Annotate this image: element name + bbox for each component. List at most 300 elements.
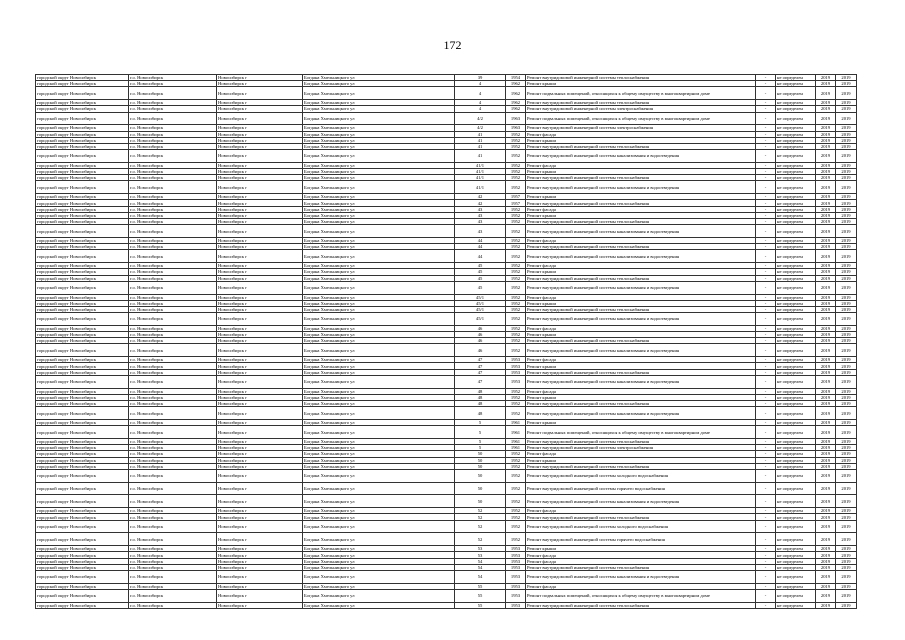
dash-cell: - [756,357,776,363]
end-year-cell: 2019 [836,237,857,243]
street-cell: Богдана Хмельницкого ул [303,363,455,369]
start-year-cell: 2019 [816,169,836,175]
status-cell: не определен [776,263,816,269]
street-cell: Богдана Хмельницкого ул [303,112,455,125]
work-type-cell: Ремонт крыши [526,332,756,338]
municipality-cell: г.о. Новосибирск [129,125,217,131]
locality-cell: Новосибирск г [217,294,303,300]
status-cell: не определен [776,363,816,369]
street-cell: Богдана Хмельницкого ул [303,438,455,444]
district-cell: городской округ Новосибирск [36,150,129,163]
locality-cell: Новосибирск г [217,457,303,463]
house-cell: 47 [455,363,506,369]
status-cell: не определен [776,451,816,457]
end-year-cell: 2019 [836,150,857,163]
municipality-cell: г.о. Новосибирск [129,457,217,463]
house-cell: 53 [455,552,506,558]
work-type-cell: Ремонт фасада [526,263,756,269]
street-cell: Богдана Хмельницкого ул [303,469,455,482]
street-cell: Богдана Хмельницкого ул [303,546,455,552]
district-cell: городской округ Новосибирск [36,75,129,81]
street-cell: Богдана Хмельницкого ул [303,125,455,131]
house-cell: 47 [455,357,506,363]
house-cell: 46 [455,338,506,344]
work-type-cell: Ремонт фасада [526,325,756,331]
start-year-cell: 2019 [816,564,836,570]
dash-cell: - [756,106,776,112]
year-cell: 1952 [506,263,526,269]
end-year-cell: 2019 [836,394,857,400]
table-row [36,375,857,388]
status-cell: не определен [776,137,816,143]
work-type-cell: Ремонт крыши [526,546,756,552]
district-cell: городской округ Новосибирск [36,225,129,238]
municipality-cell: г.о. Новосибирск [129,225,217,238]
municipality-cell: г.о. Новосибирск [129,100,217,106]
locality-cell: Новосибирск г [217,175,303,181]
locality-cell: Новосибирск г [217,162,303,168]
dash-cell: - [756,583,776,589]
locality-cell: Новосибирск г [217,426,303,439]
end-year-cell: 2019 [836,482,857,495]
municipality-cell: г.о. Новосибирск [129,508,217,514]
locality-cell: Новосибирск г [217,332,303,338]
end-year-cell: 2019 [836,469,857,482]
dash-cell: - [756,400,776,406]
street-cell: Богдана Хмельницкого ул [303,150,455,163]
district-cell: городской округ Новосибирск [36,375,129,388]
house-cell: 41/1 [455,162,506,168]
street-cell: Богдана Хмельницкого ул [303,520,455,533]
dash-cell: - [756,112,776,125]
house-cell: 4 [455,87,506,100]
dash-cell: - [756,131,776,137]
house-cell: 47 [455,369,506,375]
end-year-cell: 2019 [836,400,857,406]
status-cell: не определен [776,325,816,331]
dash-cell: - [756,150,776,163]
status-cell: не определен [776,602,816,608]
status-cell: не определен [776,175,816,181]
table-row [36,482,857,495]
municipality-cell: г.о. Новосибирск [129,237,217,243]
end-year-cell: 2019 [836,75,857,81]
house-cell: 45 [455,263,506,269]
dash-cell: - [756,419,776,425]
start-year-cell: 2019 [816,200,836,206]
locality-cell: Новосибирск г [217,445,303,451]
dash-cell: - [756,125,776,131]
end-year-cell: 2019 [836,194,857,200]
dash-cell: - [756,81,776,87]
start-year-cell: 2019 [816,495,836,508]
table-row [36,150,857,163]
municipality-cell: г.о. Новосибирск [129,306,217,312]
house-cell: 46 [455,332,506,338]
start-year-cell: 2019 [816,212,836,218]
status-cell: не определен [776,181,816,194]
locality-cell: Новосибирск г [217,219,303,225]
municipality-cell: г.о. Новосибирск [129,131,217,137]
end-year-cell: 2019 [836,602,857,608]
work-type-cell: Ремонт крыши [526,363,756,369]
street-cell: Богдана Хмельницкого ул [303,508,455,514]
house-cell: 41 [455,143,506,149]
start-year-cell: 2019 [816,445,836,451]
municipality-cell: г.о. Новосибирск [129,313,217,326]
year-cell: 1953 [506,369,526,375]
house-cell: 42 [455,200,506,206]
end-year-cell: 2019 [836,426,857,439]
work-type-cell: Ремонт внутридомовой инженерной системы канализования и водоотведения [526,313,756,326]
work-type-cell: Ремонт фасада [526,583,756,589]
street-cell: Богдана Хмельницкого ул [303,495,455,508]
start-year-cell: 2019 [816,125,836,131]
dash-cell: - [756,344,776,357]
house-cell: 41 [455,150,506,163]
locality-cell: Новосибирск г [217,552,303,558]
year-cell: 1952 [506,306,526,312]
dash-cell: - [756,212,776,218]
district-cell: городской округ Новосибирск [36,583,129,589]
year-cell: 1952 [506,394,526,400]
street-cell: Богдана Хмельницкого ул [303,143,455,149]
locality-cell: Новосибирск г [217,100,303,106]
start-year-cell: 2019 [816,363,836,369]
locality-cell: Новосибирск г [217,451,303,457]
municipality-cell: г.о. Новосибирск [129,250,217,263]
year-cell: 1952 [506,388,526,394]
locality-cell: Новосибирск г [217,558,303,564]
status-cell: не определен [776,419,816,425]
start-year-cell: 2019 [816,100,836,106]
municipality-cell: г.о. Новосибирск [129,75,217,81]
municipality-cell: г.о. Новосибирск [129,495,217,508]
work-type-cell: Ремонт внутридомовой инженерной системы канализования и водоотведения [526,570,756,583]
street-cell: Богдана Хмельницкого ул [303,552,455,558]
district-cell: городской округ Новосибирск [36,200,129,206]
year-cell: 1952 [506,520,526,533]
start-year-cell: 2019 [816,508,836,514]
municipality-cell: г.о. Новосибирск [129,162,217,168]
district-cell: городской округ Новосибирск [36,194,129,200]
start-year-cell: 2019 [816,175,836,181]
street-cell: Богдана Хмельницкого ул [303,419,455,425]
year-cell: 1952 [506,294,526,300]
locality-cell: Новосибирск г [217,325,303,331]
end-year-cell: 2019 [836,457,857,463]
end-year-cell: 2019 [836,344,857,357]
municipality-cell: г.о. Новосибирск [129,344,217,357]
status-cell: не определен [776,194,816,200]
start-year-cell: 2019 [816,325,836,331]
end-year-cell: 2019 [836,200,857,206]
street-cell: Богдана Хмельницкого ул [303,306,455,312]
district-cell: городской округ Новосибирск [36,520,129,533]
end-year-cell: 2019 [836,369,857,375]
municipality-cell: г.о. Новосибирск [129,325,217,331]
start-year-cell: 2019 [816,407,836,420]
municipality-cell: г.о. Новосибирск [129,194,217,200]
end-year-cell: 2019 [836,552,857,558]
status-cell: не определен [776,281,816,294]
year-cell: 1952 [506,338,526,344]
year-cell: 1962 [506,81,526,87]
start-year-cell: 2019 [816,388,836,394]
locality-cell: Новосибирск г [217,112,303,125]
dash-cell: - [756,602,776,608]
street-cell: Богдана Хмельницкого ул [303,344,455,357]
start-year-cell: 2019 [816,375,836,388]
end-year-cell: 2019 [836,495,857,508]
end-year-cell: 2019 [836,451,857,457]
end-year-cell: 2019 [836,275,857,281]
district-cell: городской округ Новосибирск [36,244,129,250]
locality-cell: Новосибирск г [217,400,303,406]
house-cell: 44 [455,244,506,250]
street-cell: Богдана Хмельницкого ул [303,131,455,137]
dash-cell: - [756,533,776,546]
dash-cell: - [756,75,776,81]
end-year-cell: 2019 [836,294,857,300]
status-cell: не определен [776,332,816,338]
dash-cell: - [756,181,776,194]
start-year-cell: 2019 [816,514,836,520]
street-cell: Богдана Хмельницкого ул [303,181,455,194]
work-type-cell: Ремонт внутридомовой инженерной системы электроснабжения [526,125,756,131]
start-year-cell: 2019 [816,552,836,558]
end-year-cell: 2019 [836,570,857,583]
year-cell: 1953 [506,357,526,363]
work-type-cell: Ремонт фасада [526,388,756,394]
house-cell: 5 [455,419,506,425]
municipality-cell: г.о. Новосибирск [129,533,217,546]
work-type-cell: Ремонт фасада [526,558,756,564]
work-type-cell: Ремонт внутридомовой инженерной системы канализования и водоотведения [526,225,756,238]
table-row [36,281,857,294]
end-year-cell: 2019 [836,169,857,175]
locality-cell: Новосибирск г [217,407,303,420]
year-cell: 1952 [506,313,526,326]
house-cell: 4 [455,81,506,87]
end-year-cell: 2019 [836,269,857,275]
status-cell: не определен [776,250,816,263]
status-cell: не определен [776,225,816,238]
house-cell: 50 [455,469,506,482]
locality-cell: Новосибирск г [217,137,303,143]
dash-cell: - [756,200,776,206]
year-cell: 1953 [506,570,526,583]
street-cell: Богдана Хмельницкого ул [303,137,455,143]
district-cell: городской округ Новосибирск [36,357,129,363]
house-cell: 45/1 [455,294,506,300]
end-year-cell: 2019 [836,106,857,112]
work-type-cell: Ремонт внутридомовой инженерной системы канализования и водоотведения [526,344,756,357]
end-year-cell: 2019 [836,508,857,514]
house-cell: 54 [455,564,506,570]
municipality-cell: г.о. Новосибирск [129,469,217,482]
status-cell: не определен [776,514,816,520]
end-year-cell: 2019 [836,206,857,212]
status-cell: не определен [776,269,816,275]
start-year-cell: 2019 [816,438,836,444]
dash-cell: - [756,143,776,149]
end-year-cell: 2019 [836,463,857,469]
work-type-cell: Ремонт крыши [526,137,756,143]
dash-cell: - [756,457,776,463]
district-cell: городской округ Новосибирск [36,546,129,552]
street-cell: Богдана Хмельницкого ул [303,375,455,388]
status-cell: не определен [776,143,816,149]
end-year-cell: 2019 [836,338,857,344]
locality-cell: Новосибирск г [217,482,303,495]
table-row [36,181,857,194]
start-year-cell: 2019 [816,225,836,238]
dash-cell: - [756,194,776,200]
municipality-cell: г.о. Новосибирск [129,426,217,439]
status-cell: не определен [776,300,816,306]
locality-cell: Новосибирск г [217,388,303,394]
dash-cell: - [756,469,776,482]
street-cell: Богдана Хмельницкого ул [303,589,455,602]
work-type-cell: Ремонт внутридомовой инженерной системы теплоснабжения [526,100,756,106]
house-cell: 45 [455,281,506,294]
status-cell: не определен [776,369,816,375]
locality-cell: Новосибирск г [217,514,303,520]
district-cell: городской округ Новосибирск [36,394,129,400]
year-cell: 1952 [506,169,526,175]
page-number: 172 [443,38,462,52]
status-cell: не определен [776,294,816,300]
end-year-cell: 2019 [836,445,857,451]
status-cell: не определен [776,81,816,87]
year-cell: 1952 [506,181,526,194]
start-year-cell: 2019 [816,244,836,250]
start-year-cell: 2019 [816,451,836,457]
street-cell: Богдана Хмельницкого ул [303,212,455,218]
locality-cell: Новосибирск г [217,306,303,312]
dash-cell: - [756,294,776,300]
house-cell: 55 [455,602,506,608]
municipality-cell: г.о. Новосибирск [129,589,217,602]
year-cell: 1952 [506,237,526,243]
end-year-cell: 2019 [836,357,857,363]
year-cell: 1963 [506,125,526,131]
start-year-cell: 2019 [816,338,836,344]
dash-cell: - [756,169,776,175]
start-year-cell: 2019 [816,546,836,552]
status-cell: не определен [776,125,816,131]
year-cell: 1952 [506,482,526,495]
municipality-cell: г.о. Новосибирск [129,175,217,181]
year-cell: 1953 [506,602,526,608]
end-year-cell: 2019 [836,564,857,570]
municipality-cell: г.о. Новосибирск [129,219,217,225]
dash-cell: - [756,426,776,439]
street-cell: Богдана Хмельницкого ул [303,369,455,375]
district-cell: городской округ Новосибирск [36,463,129,469]
locality-cell: Новосибирск г [217,570,303,583]
street-cell: Богдана Хмельницкого ул [303,300,455,306]
end-year-cell: 2019 [836,137,857,143]
district-cell: городской округ Новосибирск [36,300,129,306]
district-cell: городской округ Новосибирск [36,438,129,444]
district-cell: городской округ Новосибирск [36,212,129,218]
table-row [36,602,857,608]
street-cell: Богдана Хмельницкого ул [303,169,455,175]
locality-cell: Новосибирск г [217,300,303,306]
house-cell: 41 [455,137,506,143]
work-type-cell: Ремонт внутридомовой инженерной системы теплоснабжения [526,175,756,181]
end-year-cell: 2019 [836,388,857,394]
district-cell: городской округ Новосибирск [36,533,129,546]
start-year-cell: 2019 [816,400,836,406]
municipality-cell: г.о. Новосибирск [129,81,217,87]
year-cell: 1954 [506,75,526,81]
status-cell: не определен [776,162,816,168]
street-cell: Богдана Хмельницкого ул [303,482,455,495]
house-cell: 45 [455,269,506,275]
district-cell: городской округ Новосибирск [36,162,129,168]
locality-cell: Новосибирск г [217,394,303,400]
start-year-cell: 2019 [816,332,836,338]
end-year-cell: 2019 [836,263,857,269]
work-type-cell: Ремонт внутридомовой инженерной системы теплоснабжения [526,200,756,206]
locality-cell: Новосибирск г [217,194,303,200]
table-row [36,225,857,238]
house-cell: 43 [455,212,506,218]
house-cell: 48 [455,388,506,394]
house-cell: 4/2 [455,125,506,131]
table-row [36,495,857,508]
start-year-cell: 2019 [816,394,836,400]
status-cell: не определен [776,520,816,533]
street-cell: Богдана Хмельницкого ул [303,175,455,181]
dash-cell: - [756,300,776,306]
street-cell: Богдана Хмельницкого ул [303,445,455,451]
municipality-cell: г.о. Новосибирск [129,150,217,163]
locality-cell: Новосибирск г [217,602,303,608]
district-cell: городской округ Новосибирск [36,570,129,583]
municipality-cell: г.о. Новосибирск [129,407,217,420]
house-cell: 55 [455,583,506,589]
district-cell: городской округ Новосибирск [36,602,129,608]
district-cell: городской округ Новосибирск [36,469,129,482]
work-type-cell: Ремонт внутридомовой инженерной системы теплоснабжения [526,463,756,469]
start-year-cell: 2019 [816,306,836,312]
status-cell: не определен [776,112,816,125]
locality-cell: Новосибирск г [217,281,303,294]
year-cell: 1952 [506,400,526,406]
street-cell: Богдана Хмельницкого ул [303,275,455,281]
table-row [36,407,857,420]
locality-cell: Новосибирск г [217,589,303,602]
dash-cell: - [756,570,776,583]
work-type-cell: Ремонт внутридомовой инженерной системы канализования и водоотведения [526,250,756,263]
municipality-cell: г.о. Новосибирск [129,143,217,149]
work-type-cell: Ремонт крыши [526,269,756,275]
end-year-cell: 2019 [836,419,857,425]
start-year-cell: 2019 [816,75,836,81]
end-year-cell: 2019 [836,375,857,388]
table-row [36,589,857,602]
work-type-cell: Ремонт внутридомовой инженерной системы теплоснабжения [526,143,756,149]
status-cell: не определен [776,533,816,546]
status-cell: не определен [776,237,816,243]
year-cell: 1962 [506,87,526,100]
dash-cell: - [756,306,776,312]
locality-cell: Новосибирск г [217,269,303,275]
